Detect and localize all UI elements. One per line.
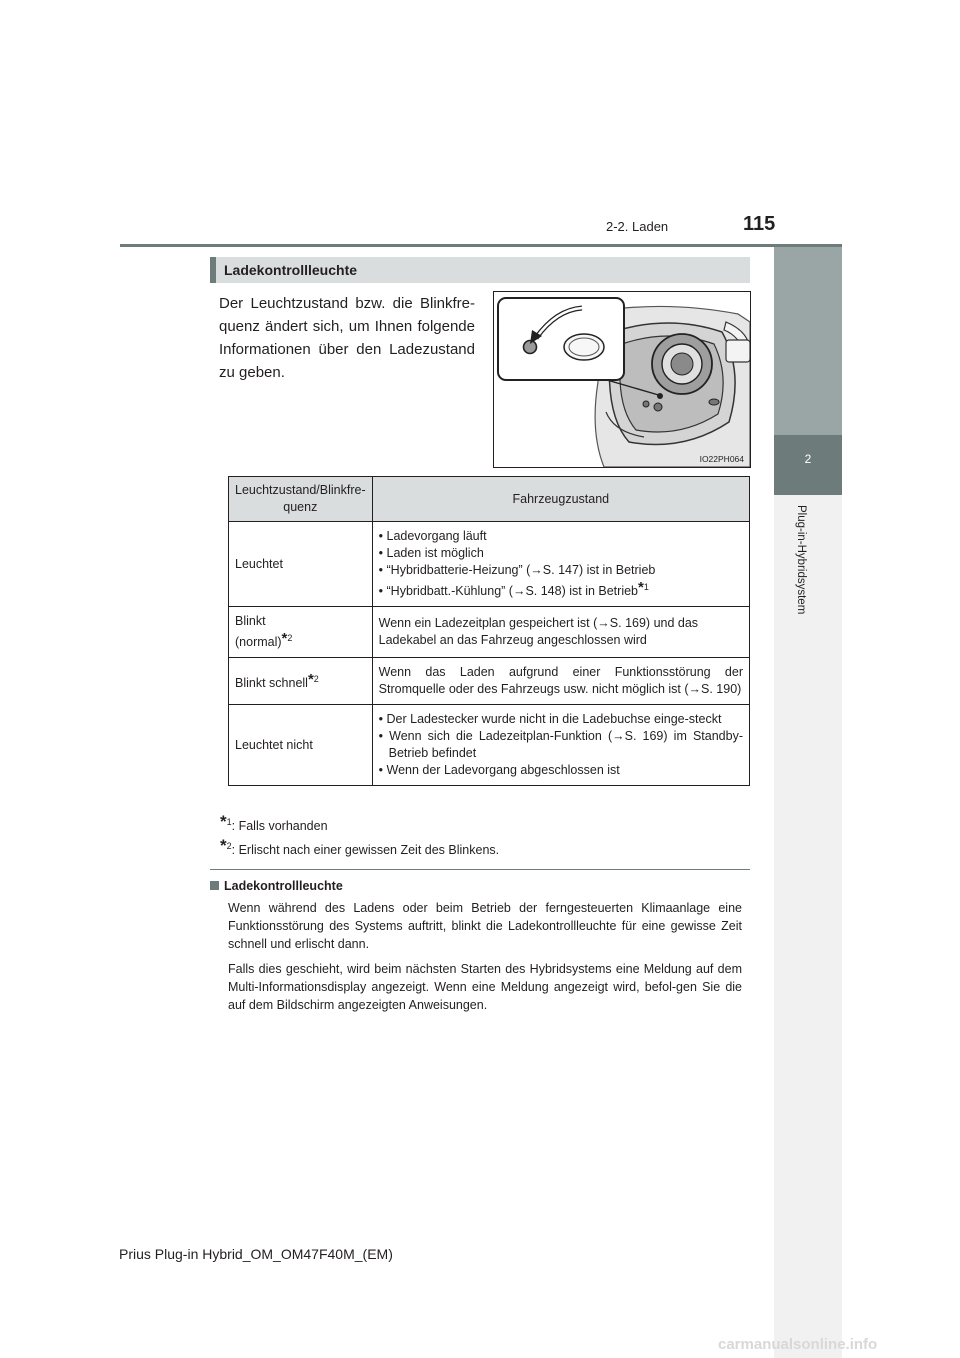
table-row [229, 658, 750, 705]
section-heading-marker [210, 257, 216, 283]
vehicle-state-cell: Wenn das Laden aufgrund einer Funktionsstörung der Stromquelle oder des Fahrzeugs usw. nicht möglich ist (→S. 190) [372, 658, 749, 705]
charge-port-drawing [494, 292, 750, 467]
note-heading: Ladekontrollleuchte [210, 879, 343, 893]
header-rule [120, 244, 842, 247]
charge-port-illustration [493, 291, 751, 468]
vehicle-state-cell: Wenn ein Ladezeitplan gespeichert ist (→S. 169) und das Ladekabel an das Fahrzeug angeschlossen wird [372, 607, 749, 658]
note-paragraph-1: Wenn während des Ladens oder beim Betrieb der ferngesteuerten Klimaanlage eine Funktionsstörung des Systems auftritt, blinkt die Ladekontrollleuchte für eine gewisse Zeit schnell und erlischt dann. [228, 901, 742, 951]
footer-manual-id: Prius Plug-in Hybrid_OM_OM47F40M_(EM) [119, 1246, 393, 1262]
vehicle-state-cell [372, 705, 749, 786]
footnote-ref: 2 [313, 673, 319, 684]
list-item: • Wenn der Ladevorgang abgeschlossen ist [378, 763, 620, 778]
list-item: • “Hybridbatt.-Kühlung” (→S. 148) ist in Betrieb*$^1$ [378, 579, 649, 599]
state-cell: Blinkt schnell*$^2$ [229, 658, 373, 705]
column-header-vehicle-state: Fahrzeugzustand [372, 477, 749, 522]
side-tab-upper [774, 247, 842, 435]
table-row [229, 522, 750, 607]
table-row [229, 705, 750, 786]
table-row [229, 607, 750, 658]
note-paragraph-2: Falls dies geschieht, wird beim nächsten Starten des Hybridsystems eine Meldung auf dem Multi-Informationsdisplay angezeigt. Wenn eine Meldung angezeigt wird, befol-gen Sie die auf dem Bildschirm angezeigten Anweisungen. [228, 962, 742, 1012]
section-title: Ladekontrollleuchte [224, 262, 358, 278]
state-cell: Leuchtet [229, 522, 373, 607]
list-item: • Laden ist möglich [378, 546, 484, 560]
state-cell: Blinkt (normal)*$^2$ [229, 607, 373, 658]
square-bullet-icon [210, 881, 219, 890]
chapter-number: 2 [804, 452, 812, 466]
table-header-row [229, 477, 750, 522]
footnote-2: *$^2$: Erlischt nach einer gewissen Zeit des Blinkens. [220, 836, 500, 857]
running-header-section: 2-2. Laden [606, 219, 669, 234]
list-item: • Ladevorgang läuft [378, 529, 487, 543]
list-item: • Der Ladestecker wurde nicht in die Ladebuchse einge-steckt [378, 712, 722, 727]
column-header-state: Leuchtzustand/Blinkfre-quenz [229, 477, 373, 522]
note-divider [210, 869, 750, 870]
side-tab-lower [774, 495, 842, 1358]
chapter-label: Plug-in-Hybridsystem [795, 505, 807, 615]
vehicle-state-cell [372, 522, 749, 607]
page-number: 115 [743, 213, 776, 235]
watermark: carmanualsonline.info [718, 1336, 878, 1353]
list-item: • Wenn sich die Ladezeitplan-Funktion (→S. 169) im Standby-Betrieb befindet [378, 729, 743, 761]
list-item: • “Hybridbatterie-Heizung” (→S. 147) ist in Betrieb [378, 563, 656, 577]
illustration-code: IO22PH064 [699, 454, 744, 464]
footnote-1: *$^1$: Falls vorhanden [220, 812, 328, 833]
footnote-ref: 2 [287, 633, 293, 644]
indicator-status-table [228, 476, 750, 786]
footnote-ref: 1 [643, 582, 649, 592]
intro-paragraph: Der Leuchtzustand bzw. die Blinkfre-quenz ändert sich, um Ihnen folgende Informationen über den Ladezustand zu geben. [219, 295, 475, 381]
state-cell: Leuchtet nicht [229, 705, 373, 786]
